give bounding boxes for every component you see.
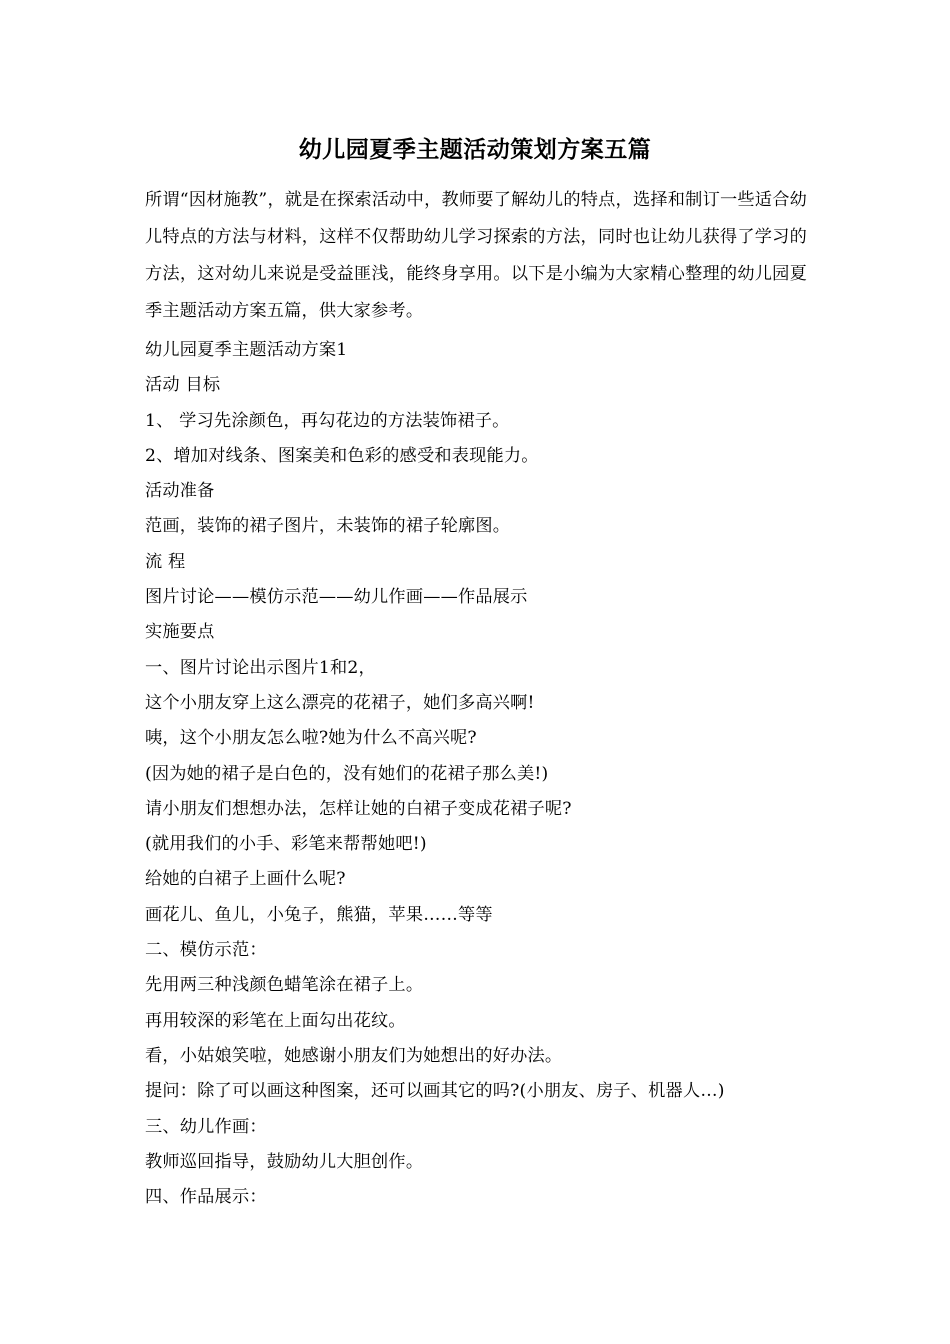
text-line: 教师巡回指导，鼓励幼儿大胆创作。 <box>145 1151 424 1172</box>
text-line: 给她的白裙子上画什么呢? <box>145 869 346 890</box>
text-line: 活动准备 <box>145 481 215 502</box>
text-line: 实施要点 <box>145 622 215 643</box>
text-line: 图片讨论——模仿示范——幼儿作画——作品展示 <box>145 587 528 608</box>
text-line: 请小朋友们想想办法，怎样让她的白裙子变成花裙子呢? <box>145 798 572 819</box>
text-line: 活动 目标 <box>145 375 221 396</box>
text-line: 三、幼儿作画： <box>145 1116 267 1137</box>
text-line: 一、图片讨论出示图片1和2， <box>145 657 376 678</box>
text-line: 先用两三种浅颜色蜡笔涂在裙子上。 <box>145 975 424 996</box>
text-line: 1、 学习先涂颜色，再勾花边的方法装饰裙子。 <box>145 410 510 431</box>
text-line: 2、增加对线条、图案美和色彩的感受和表现能力。 <box>145 445 539 466</box>
text-line: 二、模仿示范： <box>145 940 267 961</box>
text-line: 范画，装饰的裙子图片，未装饰的裙子轮廓图。 <box>145 516 511 537</box>
text-line: 再用较深的彩笔在上面勾出花纹。 <box>145 1010 406 1031</box>
document-title: 幼儿园夏季主题活动策划方案五篇 <box>298 136 652 163</box>
text-line: 看，小姑娘笑啦，她感谢小朋友们为她想出的好办法。 <box>145 1045 563 1066</box>
text-line: 四、作品展示： <box>145 1187 267 1208</box>
section-heading: 幼儿园夏季主题活动方案1 <box>145 340 348 360</box>
text-line: (因为她的裙子是白色的，没有她们的花裙子那么美!) <box>145 763 549 784</box>
content-lines <box>145 333 845 1215</box>
text-line: 咦，这个小朋友怎么啦?她为什么不高兴呢? <box>145 728 477 749</box>
intro-paragraph: 所谓“因材施教”，就是在探索活动中，教师要了解幼儿的特点，选择和制订一些适合幼儿特点的方法与材料，这样不仅帮助幼儿学习探索的方法，同时也让幼儿获得了学习的方法，这对幼儿来说是受益匪浅，能终身享用。以下是小编为大家精心整理的幼儿园夏季主题活动方案五篇，供大家参考。 <box>145 190 807 321</box>
text-line: 提问：除了可以画这种图案，还可以画其它的吗?(小朋友、房子、机器人…) <box>145 1081 725 1102</box>
text-line: (就用我们的小手、彩笔来帮帮她吧!) <box>145 834 427 855</box>
text-line: 这个小朋友穿上这么漂亮的花裙子，她们多高兴啊! <box>145 692 535 713</box>
text-line: 画花儿、鱼儿，小兔子，熊猫，苹果……等等 <box>145 904 493 925</box>
text-line: 流 程 <box>145 551 186 572</box>
